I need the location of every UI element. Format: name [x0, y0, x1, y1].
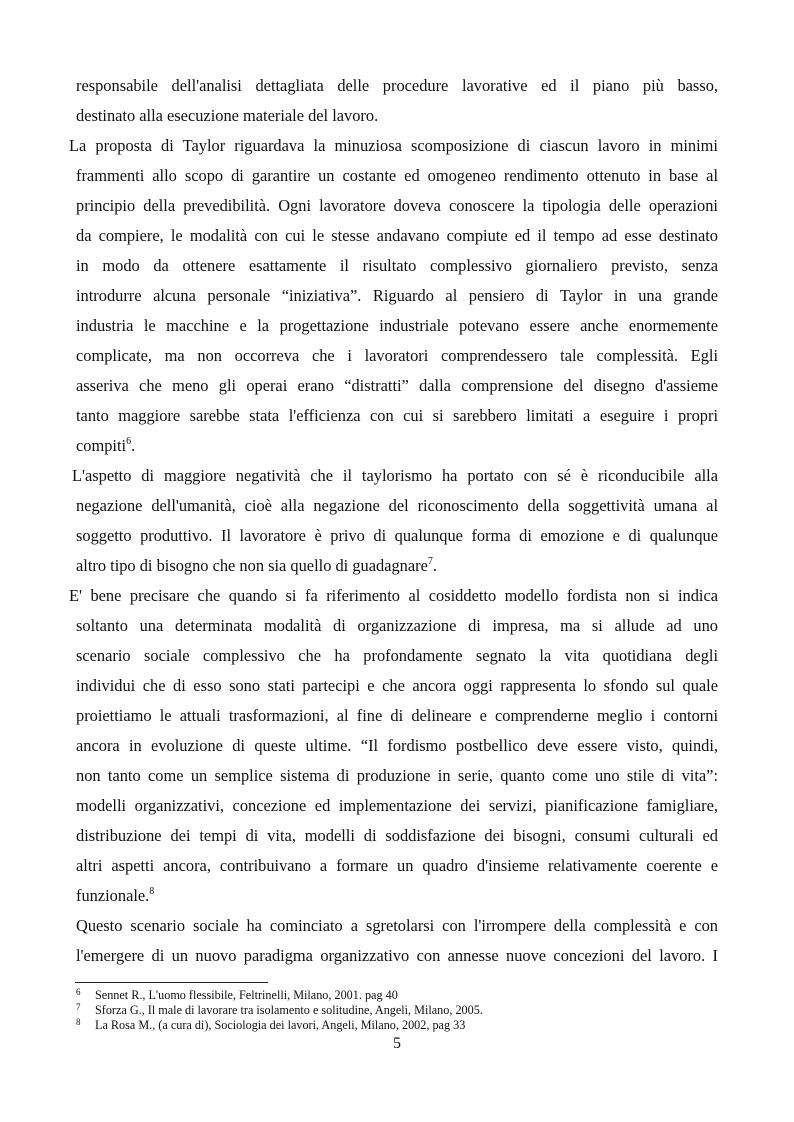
text-fragment: compiti	[76, 436, 127, 455]
text-line: principio della prevedibilità. Ogni lavoratore doveva conoscere la tipologia delle operazioni	[76, 196, 718, 215]
paragraph-1	[0, 71, 794, 131]
text-fragment: altro tipo di bisogno che non sia quello di guadagnare	[76, 556, 428, 575]
text-line: non tanto come un semplice sistema di produzione in serie, quanto come uno stile di vita”:	[76, 766, 718, 785]
text-line: soggetto produttivo. Il lavoratore è privo di qualunque forma di emozione e di qualunque	[76, 526, 718, 545]
text-line: negazione dell'umanità, cioè alla negazione del riconoscimento della soggettività umana al	[76, 496, 718, 515]
footnote-number: 6	[76, 987, 81, 997]
text-line: proiettiamo le attuali trasformazioni, al fine di delineare e comprenderne meglio i contorni	[76, 706, 718, 725]
footnote	[0, 1003, 794, 1018]
footnote-text: La Rosa M., (a cura di), Sociologia dei lavori, Angeli, Milano, 2002, pag 33	[95, 1018, 466, 1032]
text-line: ancora in evoluzione di queste ultime. “Il fordismo postbellico deve essere visto, quindi,	[76, 736, 718, 755]
text-line: altri aspetti ancora, contribuivano a formare un quadro d'insieme relativamente coerente e	[76, 856, 718, 875]
text-fragment: .	[432, 556, 437, 575]
page-number: 5	[393, 1035, 401, 1052]
paragraph-3	[0, 461, 794, 581]
body-text	[0, 71, 794, 971]
text-line	[76, 551, 718, 581]
paragraph-2	[0, 131, 794, 461]
footnote-reference[interactable]: 8	[149, 886, 155, 897]
text-line: industria le macchine e la progettazione industriale potevano essere anche enormemente	[76, 316, 718, 335]
text-line: individui che di esso sono stati partecipi e che ancora oggi rappresenta lo sfondo sul quale	[76, 676, 718, 695]
text-line: l'emergere di un nuovo paradigma organizzativo con annesse nuove concezioni del lavoro. I	[76, 946, 718, 965]
footnote-text: Sennet R., L'uomo flessibile, Feltrinelli, Milano, 2001. pag 40	[95, 988, 398, 1002]
text-line	[76, 431, 718, 461]
footnote-separator	[75, 982, 268, 983]
footnote	[0, 988, 794, 1003]
text-line: La proposta di Taylor riguardava la minuziosa scomposizione di ciascun lavoro in minimi	[69, 136, 718, 155]
text-line: Questo scenario sociale ha cominciato a sgretolarsi con l'irrompere della complessità e con	[76, 916, 718, 935]
footnote	[0, 1018, 794, 1033]
text-line: frammenti allo scopo di garantire un costante ed omogeneo rendimento ottenuto in base al	[76, 166, 718, 185]
text-line	[76, 881, 718, 911]
footnote-number: 7	[76, 1002, 81, 1012]
text-line: complicate, ma non occorreva che i lavoratori comprendessero tale complessità. Egli	[76, 346, 718, 365]
text-line: E' bene precisare che quando si fa riferimento al cosiddetto modello fordista non si indica	[69, 586, 718, 605]
text-line: da compiere, le modalità con cui le stesse andavano compiute ed il tempo ad esse destinato	[76, 226, 718, 245]
text-line: tanto maggiore sarebbe stata l'efficienza con cui si sarebbero limitati a eseguire i propri	[76, 406, 718, 425]
text-line: responsabile dell'analisi dettagliata delle procedure lavorative ed il piano più basso,	[76, 76, 718, 95]
text-fragment: funzionale.	[76, 886, 150, 905]
text-line: modelli organizzativi, concezione ed implementazione dei servizi, pianificazione famigliare,	[76, 796, 718, 815]
text-line: distribuzione dei tempi di vita, modelli di soddisfazione dei bisogni, consumi culturali ed	[76, 826, 718, 845]
paragraph-5	[0, 911, 794, 971]
footnote-reference[interactable]: 7	[427, 556, 433, 567]
text-line: L'aspetto di maggiore negatività che il taylorismo ha portato con sé è riconducibile alla	[72, 466, 718, 485]
footnote-number: 8	[76, 1017, 81, 1027]
footnotes	[0, 988, 794, 1033]
paragraph-4	[0, 581, 794, 911]
text-line: scenario sociale complessivo che ha profondamente segnato la vita quotidiana degli	[76, 646, 718, 665]
text-line: asseriva che meno gli operai erano “distratti” dalla comprensione del disegno d'assieme	[76, 376, 718, 395]
text-line: in modo da ottenere esattamente il risultato complessivo giornaliero previsto, senza	[76, 256, 718, 275]
text-line: destinato alla esecuzione materiale del lavoro.	[76, 106, 379, 125]
text-fragment: .	[131, 436, 136, 455]
text-line: introdurre alcuna personale “iniziativa”. Riguardo al pensiero di Taylor in una grande	[76, 286, 718, 305]
text-line: soltanto una determinata modalità di organizzazione di impresa, ma si allude ad uno	[76, 616, 718, 635]
footnote-reference[interactable]: 6	[126, 436, 132, 447]
footnote-text: Sforza G., Il male di lavorare tra isolamento e solitudine, Angeli, Milano, 2005.	[95, 1003, 483, 1017]
